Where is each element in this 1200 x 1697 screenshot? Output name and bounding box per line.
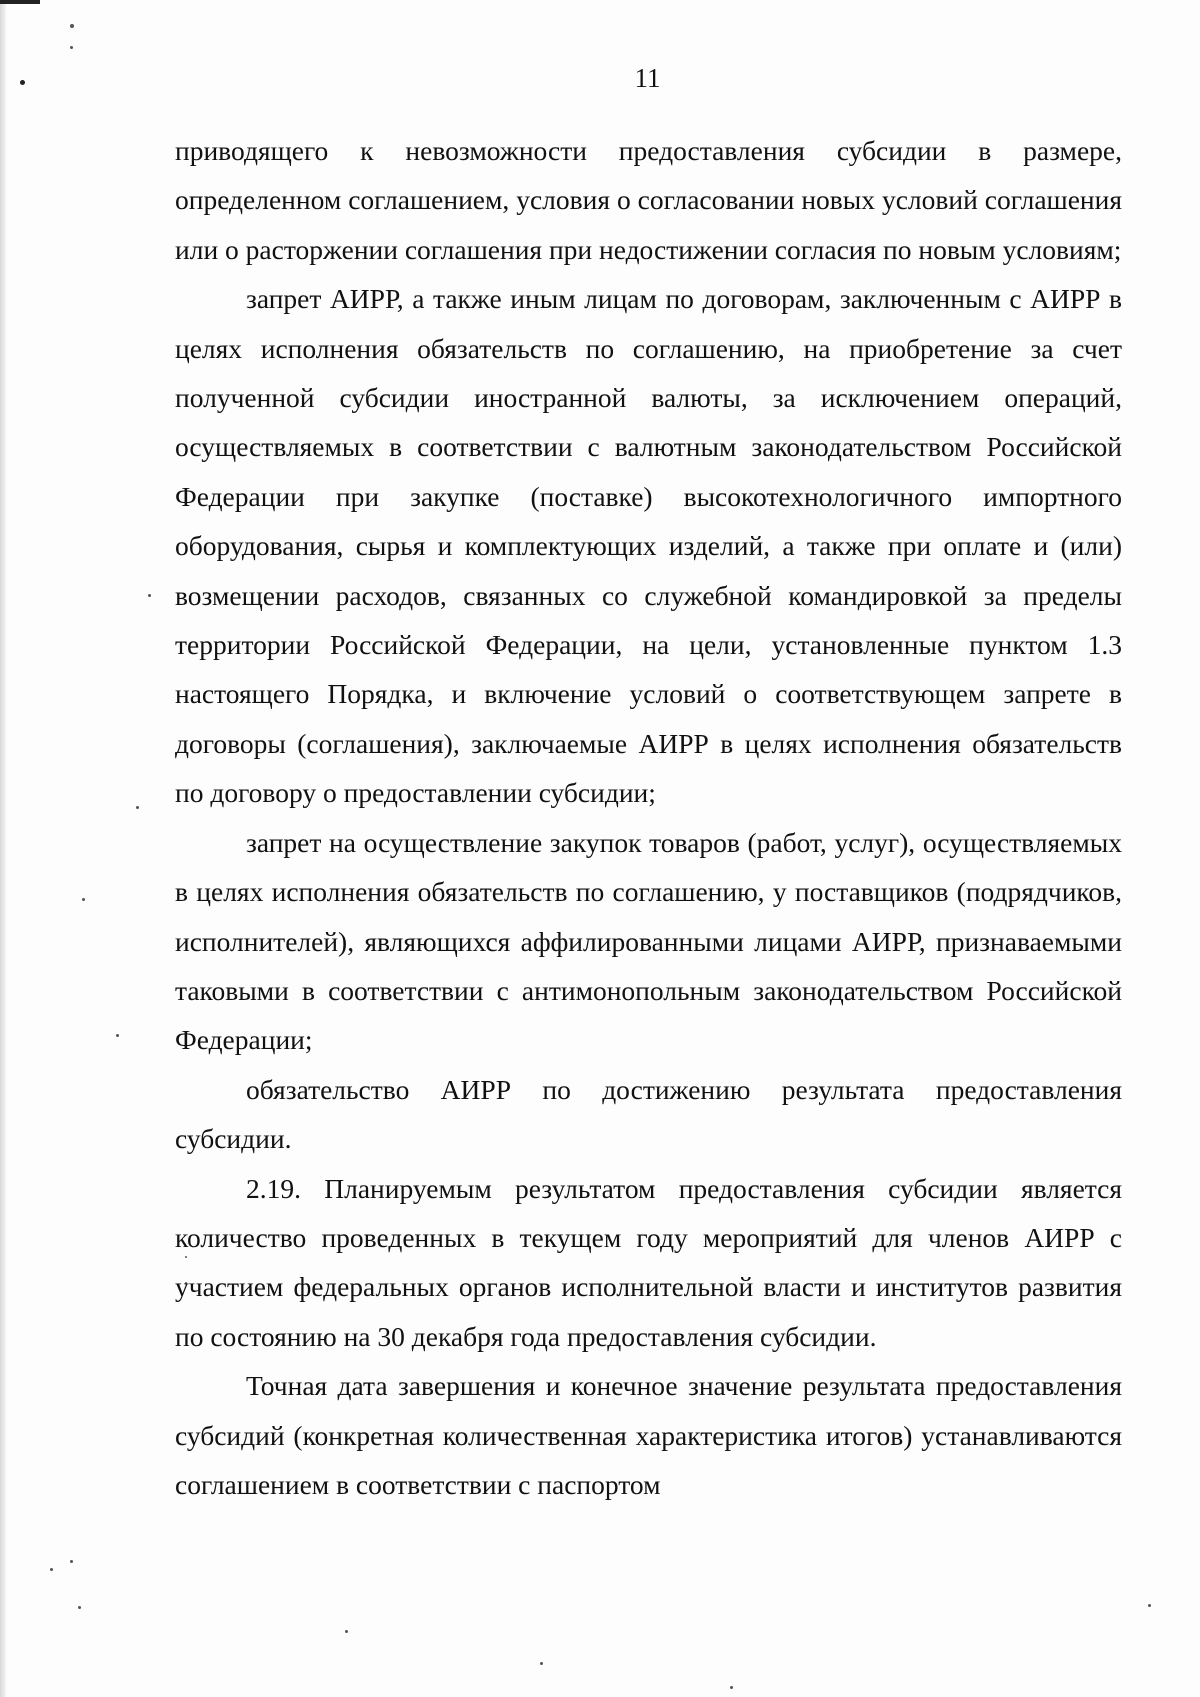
scan-speck — [116, 1034, 119, 1037]
scan-speck — [70, 1560, 73, 1563]
scan-speck — [136, 806, 139, 809]
paragraph-result-obligation: обязательство АИРР по достижению результата предоставления субсидии. — [175, 1073, 1122, 1155]
scan-speck — [540, 1662, 543, 1665]
corner-scan-mark — [0, 0, 40, 4]
scan-speck — [345, 1630, 348, 1633]
scan-speck — [78, 1606, 81, 1609]
paragraph-currency-ban: запрет АИРР, а также иным лицам по договорам, заключенным с АИРР в целях исполнения обязательств по соглашению, на приобретение за счет полученной субсидии иностранной валюты, за исключением операций, осуществляемых в соответствии с валютным законодательством Российской Федерации при закупке (поставке) высокотехнологичного импортного оборудования, сырья и комплектующих изделий, а также при оплате и (или) возмещении расходов, связанных со служебной командировкой за пределы территории Российской Федерации, на цели, установленные пунктом 1.3 настоящего Порядка, и включение условий о соответствующем запрете в договоры (соглашения), заключаемые АИРР в целях исполнения обязательств по договору о предоставлении субсидии; — [175, 283, 1122, 809]
scan-edge-shadow — [0, 0, 6, 1697]
document-body — [175, 126, 1122, 1509]
scan-speck — [70, 46, 73, 49]
scan-speck — [730, 1686, 733, 1689]
scan-speck — [70, 24, 74, 28]
scan-speck — [148, 594, 151, 597]
scan-speck — [82, 898, 85, 901]
page-number: 11 — [634, 63, 661, 93]
paragraph-continuation: приводящего к невозможности предоставления субсидии в размере, определенном соглашением, условия о согласовании новых условий соглашения или о расторжении соглашения при недостижении согласия по новым условиям; — [175, 135, 1122, 265]
paragraph-clause-2-19: 2.19. Планируемым результатом предоставления субсидии является количество проведенных в текущем году мероприятий для членов АИРР с участием федеральных органов исполнительной власти и институтов развития по состоянию на 30 декабря года предоставления субсидии. — [175, 1172, 1122, 1352]
paragraph-affiliated-purchase-ban: запрет на осуществление закупок товаров (работ, услуг), осуществляемых в целях исполнения обязательств по соглашению, у поставщиков (подрядчиков, исполнителей), являющихся аффилированными лицами АИРР, признаваемыми таковыми в соответствии с антимонопольным законодательством Российской Федерации; — [175, 826, 1122, 1056]
scan-speck — [50, 1568, 53, 1571]
scan-speck — [1148, 1604, 1151, 1607]
paragraph-result-date: Точная дата завершения и конечное значение результата предоставления субсидий (конкретная количественная характеристика итогов) устанавливаются соглашением в соответствии с паспортом — [175, 1370, 1122, 1500]
